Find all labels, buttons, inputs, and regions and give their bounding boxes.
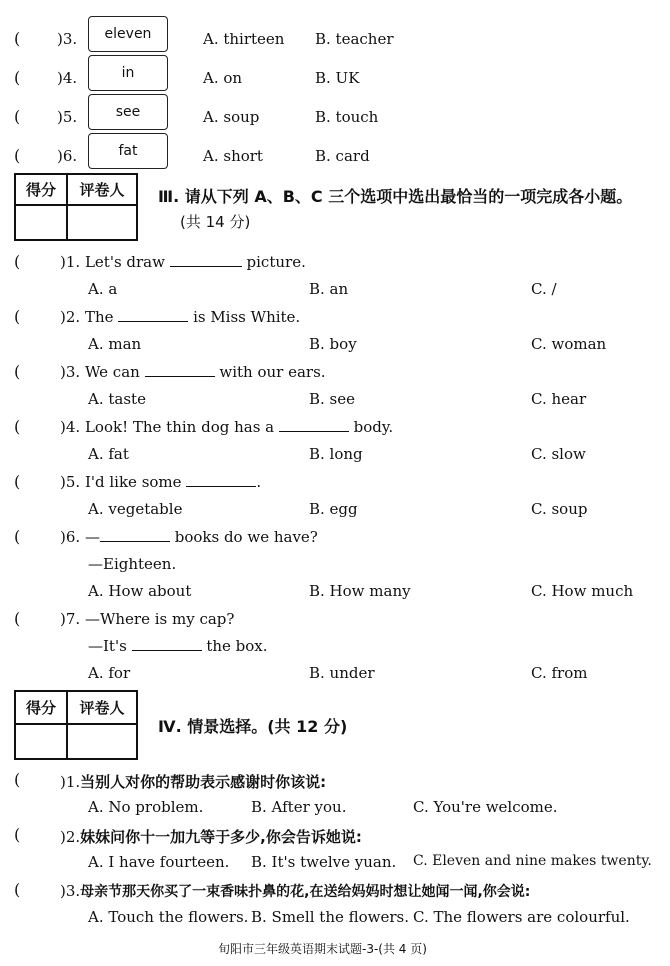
score-cell[interactable] xyxy=(15,724,67,759)
answer-paren[interactable]: ( xyxy=(14,146,21,165)
option-a[interactable]: A. soup xyxy=(203,108,260,126)
option-b[interactable]: B. boy xyxy=(309,335,357,353)
answer-paren[interactable]: ( xyxy=(14,880,21,899)
option-c[interactable]: C. slow xyxy=(531,445,586,463)
option-a[interactable]: A. on xyxy=(203,69,243,87)
option-a[interactable]: A. man xyxy=(88,335,142,353)
option-c[interactable]: C. The flowers are colourful. xyxy=(413,908,630,926)
option-b[interactable]: B. egg xyxy=(309,500,358,518)
question-stem: )3.母亲节那天你买了一束香味扑鼻的花,在送给妈妈时想让她闻一闻,你会说: xyxy=(60,882,531,900)
question-number: )5. xyxy=(57,108,78,126)
question-stem: )5. I'd like some . xyxy=(60,473,262,491)
option-b[interactable]: B. see xyxy=(309,390,356,408)
option-a[interactable]: A. I have fourteen. xyxy=(88,853,230,871)
option-b[interactable]: B. touch xyxy=(315,108,379,126)
option-b[interactable]: B. How many xyxy=(309,582,411,600)
section-title: Ⅳ. 情景选择。(共 12 分) xyxy=(158,717,348,736)
option-c[interactable]: C. You're welcome. xyxy=(413,798,558,816)
option-c[interactable]: C. from xyxy=(531,664,588,682)
score-label: 得分 xyxy=(15,174,67,205)
question-stem: )7. —Where is my cap? xyxy=(60,610,235,628)
word-card: in xyxy=(88,55,168,91)
option-b[interactable]: B. card xyxy=(315,147,370,165)
question-stem: )2.妹妹问你十一加九等于多少,你会告诉她说: xyxy=(60,828,362,846)
option-a[interactable]: A. a xyxy=(88,280,118,298)
question-line2: —Eighteen. xyxy=(88,555,177,573)
option-a[interactable]: A. short xyxy=(203,147,263,165)
answer-paren[interactable]: ( xyxy=(14,770,21,789)
option-c[interactable]: C. soup xyxy=(531,500,588,518)
question-number: )6. xyxy=(57,147,78,165)
grader-cell[interactable] xyxy=(67,205,137,240)
option-a[interactable]: A. fat xyxy=(88,445,129,463)
answer-blank[interactable] xyxy=(118,309,188,322)
grader-label: 评卷人 xyxy=(67,691,137,724)
grader-label: 评卷人 xyxy=(67,174,137,205)
answer-blank[interactable] xyxy=(170,254,242,267)
section-points: (共 14 分) xyxy=(180,213,251,231)
word-card: fat xyxy=(88,133,168,169)
answer-paren[interactable]: ( xyxy=(14,29,21,48)
option-c[interactable]: C. Eleven and nine makes twenty. xyxy=(413,853,652,869)
answer-blank[interactable] xyxy=(132,638,202,651)
option-b[interactable]: B. under xyxy=(309,664,375,682)
question-stem: )6. — books do we have? xyxy=(60,528,318,546)
option-a[interactable]: A. thirteen xyxy=(203,30,285,48)
section-title: Ⅲ. 请从下列 A、B、C 三个选项中选出最恰当的一项完成各小题。 xyxy=(158,187,633,206)
option-b[interactable]: B. Smell the flowers. xyxy=(251,908,410,926)
option-b[interactable]: B. long xyxy=(309,445,363,463)
answer-paren[interactable]: ( xyxy=(14,252,21,271)
option-c[interactable]: C. woman xyxy=(531,335,607,353)
question-stem: )2. The is Miss White. xyxy=(60,308,301,326)
answer-blank[interactable] xyxy=(279,419,349,432)
score-table xyxy=(14,173,138,241)
answer-paren[interactable]: ( xyxy=(14,307,21,326)
option-b[interactable]: B. After you. xyxy=(251,798,347,816)
grader-cell[interactable] xyxy=(67,724,137,759)
question-stem: )1.当别人对你的帮助表示感谢时你该说: xyxy=(60,773,327,791)
option-b[interactable]: B. UK xyxy=(315,69,360,87)
answer-blank[interactable] xyxy=(186,474,256,487)
answer-blank[interactable] xyxy=(145,364,215,377)
option-a[interactable]: A. for xyxy=(88,664,131,682)
option-a[interactable]: A. vegetable xyxy=(88,500,183,518)
option-b[interactable]: B. It's twelve yuan. xyxy=(251,853,397,871)
option-b[interactable]: B. an xyxy=(309,280,349,298)
option-c[interactable]: C. hear xyxy=(531,390,587,408)
score-cell[interactable] xyxy=(15,205,67,240)
answer-blank[interactable] xyxy=(100,529,170,542)
answer-paren[interactable]: ( xyxy=(14,68,21,87)
answer-paren[interactable]: ( xyxy=(14,609,21,628)
question-stem: )1. Let's draw picture. xyxy=(60,253,306,271)
page-footer: 旬阳市三年级英语期末试题-3-(共 4 页) xyxy=(218,942,427,956)
question-number: )3. xyxy=(57,30,78,48)
option-a[interactable]: A. How about xyxy=(88,582,192,600)
option-a[interactable]: A. No problem. xyxy=(88,798,204,816)
question-stem: )3. We can with our ears. xyxy=(60,363,326,381)
question-stem: )4. Look! The thin dog has a body. xyxy=(60,418,394,436)
option-c[interactable]: C. How much xyxy=(531,582,634,600)
option-c[interactable]: C. / xyxy=(531,280,557,298)
option-a[interactable]: A. Touch the flowers. xyxy=(88,908,249,926)
answer-paren[interactable]: ( xyxy=(14,825,21,844)
answer-paren[interactable]: ( xyxy=(14,472,21,491)
score-label: 得分 xyxy=(15,691,67,724)
answer-paren[interactable]: ( xyxy=(14,527,21,546)
option-b[interactable]: B. teacher xyxy=(315,30,394,48)
word-card: eleven xyxy=(88,16,168,52)
answer-paren[interactable]: ( xyxy=(14,417,21,436)
question-line2: —It's the box. xyxy=(88,637,268,655)
score-table xyxy=(14,690,138,760)
word-card: see xyxy=(88,94,168,130)
question-number: )4. xyxy=(57,69,78,87)
answer-paren[interactable]: ( xyxy=(14,107,21,126)
option-a[interactable]: A. taste xyxy=(88,390,146,408)
answer-paren[interactable]: ( xyxy=(14,362,21,381)
